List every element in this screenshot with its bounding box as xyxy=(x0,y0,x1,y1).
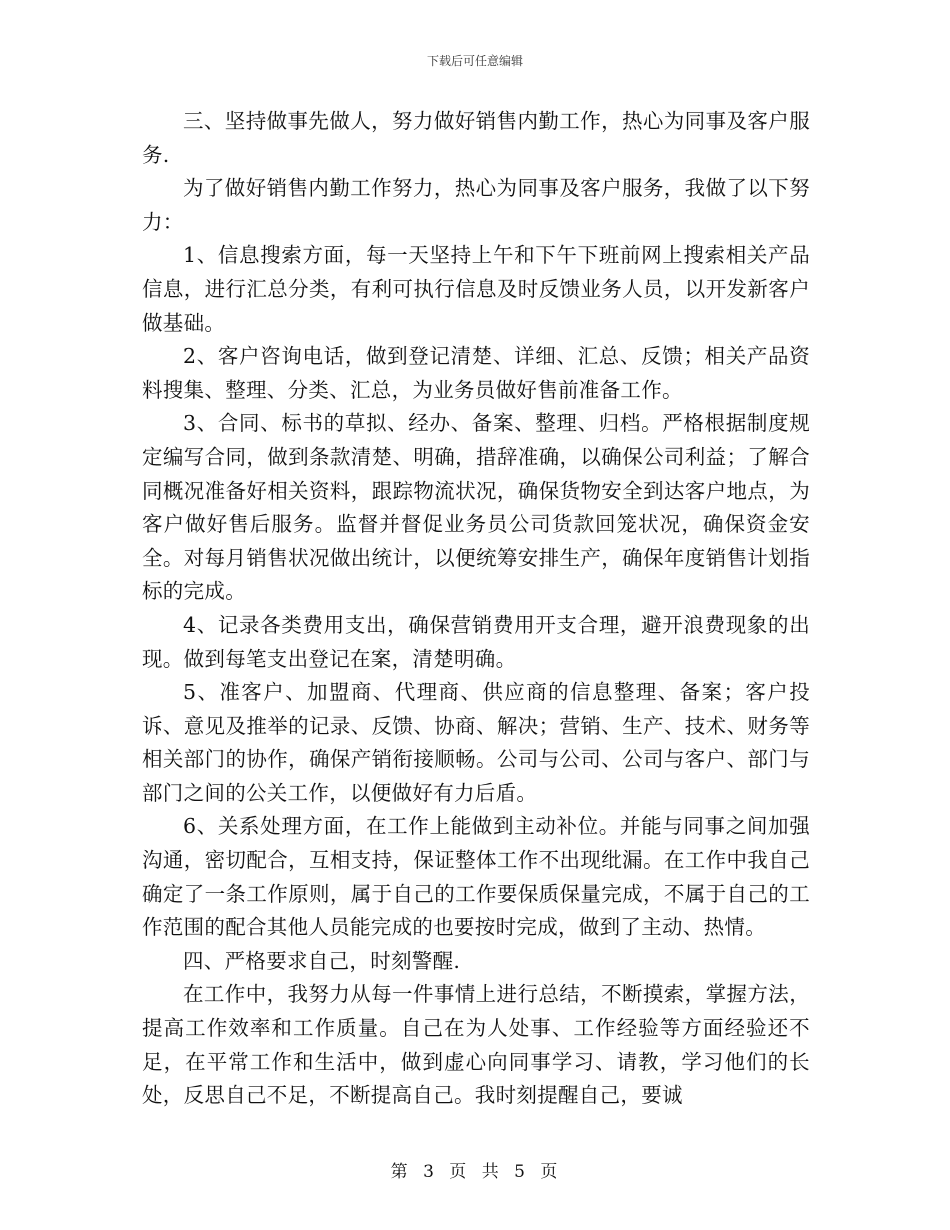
footer-suffix: 页 xyxy=(540,1162,560,1182)
paragraph-item-2: 2、客户咨询电话，做到登记清楚、详细、汇总、反馈；相关产品资料搜集、整理、分类、汇总，为业务员做好售前准备工作。 xyxy=(142,344,810,402)
footer-total-pages: 5 xyxy=(514,1162,527,1182)
paragraph-section-three-heading: 三、坚持做事先做人，努力做好销售内勤工作，热心为同事及客户服务. xyxy=(142,109,810,167)
footer-prefix: 第 xyxy=(390,1162,410,1182)
footer-page-number: 3 xyxy=(423,1162,436,1182)
paragraph-item-6: 6、关系处理方面，在工作上能做到主动补位。并能与同事之间加强沟通，密切配合，互相支持，保证整体工作不出现纰漏。在工作中我自己确定了一条工作原则，属于自己的工作要保质保量完成，不属于自己的工作范围的配合其他人员能完成的也要按时完成，做到了主动、热情。 xyxy=(142,814,810,940)
paragraph-item-3: 3、合同、标书的草拟、经办、备案、整理、归档。严格根据制度规定编写合同，做到条款清楚、明确，措辞准确，以确保公司利益；了解合同概况准备好相关资料，跟踪物流状况，确保货物安全到达客户地点，为客户做好售后服务。监督并督促业务员公司货款回笼状况，确保资金安全。对每月销售状况做出统计，以便统筹安排生产，确保年度销售计划指标的完成。 xyxy=(142,411,810,604)
paragraph-item-5: 5、准客户、加盟商、代理商、供应商的信息整理、备案；客户投诉、意见及推举的记录、反馈、协商、解决；营销、生产、技术、财务等相关部门的协作，确保产销衔接顺畅。公司与公司、公司与客户、部门与部门之间的公关工作，以便做好有力后盾。 xyxy=(142,680,810,805)
paragraph-intro: 为了做好销售内勤工作努力，热心为同事及客户服务，我做了以下努力： xyxy=(142,176,810,234)
paragraph-item-4: 4、记录各类费用支出，确保营销费用开支合理，避开浪费现象的出现。做到每笔支出登记在案，清楚明确。 xyxy=(142,612,810,671)
page-footer xyxy=(0,1157,950,1182)
paragraph-section-four-body: 在工作中，我努力从每一件事情上进行总结，不断摸索，掌握方法，提高工作效率和工作质量。自己在为人处事、工作经验等方面经验还不足，在平常工作和生活中，做到虚心向同事学习、请教，学习他们的长处，反思自己不足，不断提高自己。我时刻提醒自己，要诚 xyxy=(142,982,810,1108)
document-body xyxy=(142,105,810,1113)
paragraph-item-1: 1、信息搜索方面，每一天坚持上午和下午下班前网上搜索相关产品信息，进行汇总分类，有利可执行信息及时反馈业务人员，以开发新客户做基础。 xyxy=(142,243,810,335)
footer-page-word: 页 xyxy=(449,1162,469,1182)
paragraph-section-four-heading: 四、严格要求自己，时刻警醒. xyxy=(183,948,461,973)
page-header-note: 下载后可任意编辑 xyxy=(426,54,523,68)
footer-total-word: 共 xyxy=(481,1162,501,1182)
